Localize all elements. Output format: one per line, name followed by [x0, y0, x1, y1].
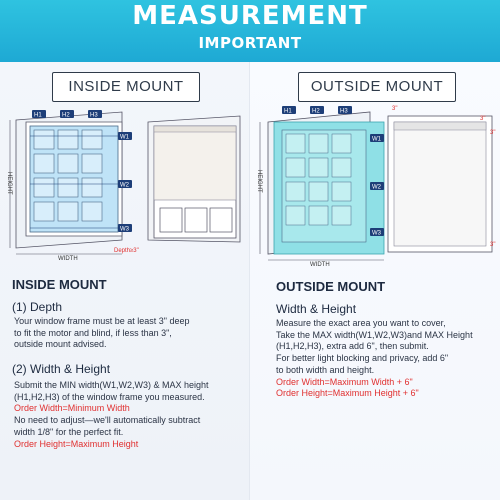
inside-section-title: INSIDE MOUNT — [12, 277, 107, 292]
blind-shade — [154, 126, 236, 200]
outside-height-axis-label: HEIGHT — [256, 170, 262, 193]
inside-wh-description — [14, 380, 209, 450]
outside-order-width-rule: Order Width=Maximum Width + 6" — [276, 376, 413, 387]
depth-description — [14, 316, 189, 351]
depth-line: to fit the motor and blind, if less than 3", — [14, 327, 172, 338]
margin-label-right-top: 3" — [480, 116, 486, 122]
margin-label-top: 3" — [392, 106, 398, 112]
inside-mount-diagram — [2, 108, 248, 260]
outside-order-height-rule: Order Height=Maximum Height + 6" — [276, 388, 419, 399]
outside-w1-label: W1 — [372, 136, 381, 143]
inside-mount-label: INSIDE MOUNT — [52, 72, 200, 102]
margin-label-right: 3" — [490, 130, 496, 136]
w3-label: W3 — [120, 226, 129, 233]
outside-mount-diagram — [248, 100, 500, 268]
banner-title: MEASUREMENT — [132, 1, 368, 31]
outside-w2-label: W2 — [372, 184, 381, 191]
h2-label: H2 — [62, 112, 70, 119]
h3-label: H3 — [90, 112, 98, 119]
inside-wh-heading: (2) Width & Height — [12, 362, 111, 376]
outside-line: Take the MAX width(W1,W2,W3)and MAX Height — [276, 329, 473, 340]
depth-line: outside mount advised. — [14, 339, 107, 350]
outside-line: Measure the exact area you want to cover, — [276, 318, 446, 328]
outside-description — [276, 318, 473, 400]
depth-line: Your window frame must be at least 3" deep — [14, 316, 190, 326]
outside-section-title: OUTSIDE MOUNT — [276, 279, 386, 294]
outside-mount-label: OUTSIDE MOUNT — [298, 72, 456, 102]
h1-label: H1 — [34, 112, 42, 119]
outside-blind-shade — [394, 122, 486, 246]
outside-h1-label: H1 — [284, 108, 292, 115]
order-height-rule: Order Height=Maximum Height — [14, 438, 139, 449]
wh-line: Submit the MIN width(W1,W2,W3) & MAX height — [14, 380, 209, 390]
outside-line: For better light blocking and privacy, add 6" — [276, 353, 449, 364]
outside-h2-label: H2 — [312, 108, 320, 115]
header-banner — [0, 0, 500, 62]
depth-heading: (1) Depth — [12, 300, 63, 314]
wh-line: (H1,H2,H3) of the window frame you measured. — [14, 391, 205, 402]
outside-line: (H1,H2,H3), extra add 6", then submit. — [276, 341, 429, 352]
outside-wh-heading: Width & Height — [276, 302, 357, 316]
outside-w3-label: W3 — [372, 230, 381, 237]
margin-label-bottom: 3" — [490, 242, 496, 248]
w1-label: W1 — [120, 134, 129, 141]
adjust-line: No need to adjust—we'll automatically subtract — [14, 415, 201, 426]
outside-h3-label: H3 — [340, 108, 348, 115]
width-axis-label: WIDTH — [58, 256, 78, 260]
height-axis-label: HEIGHT — [6, 172, 12, 195]
order-width-rule: Order Width=Minimum Width — [14, 403, 130, 414]
banner-subtitle: IMPORTANT — [198, 34, 302, 52]
outside-line: to both width and height. — [276, 364, 375, 375]
depth-label: Depth≥3" — [114, 248, 139, 254]
outside-width-axis-label: WIDTH — [310, 262, 330, 268]
adjust-line: width 1/8" for the perfect fit. — [14, 426, 124, 437]
w2-label: W2 — [120, 182, 129, 189]
